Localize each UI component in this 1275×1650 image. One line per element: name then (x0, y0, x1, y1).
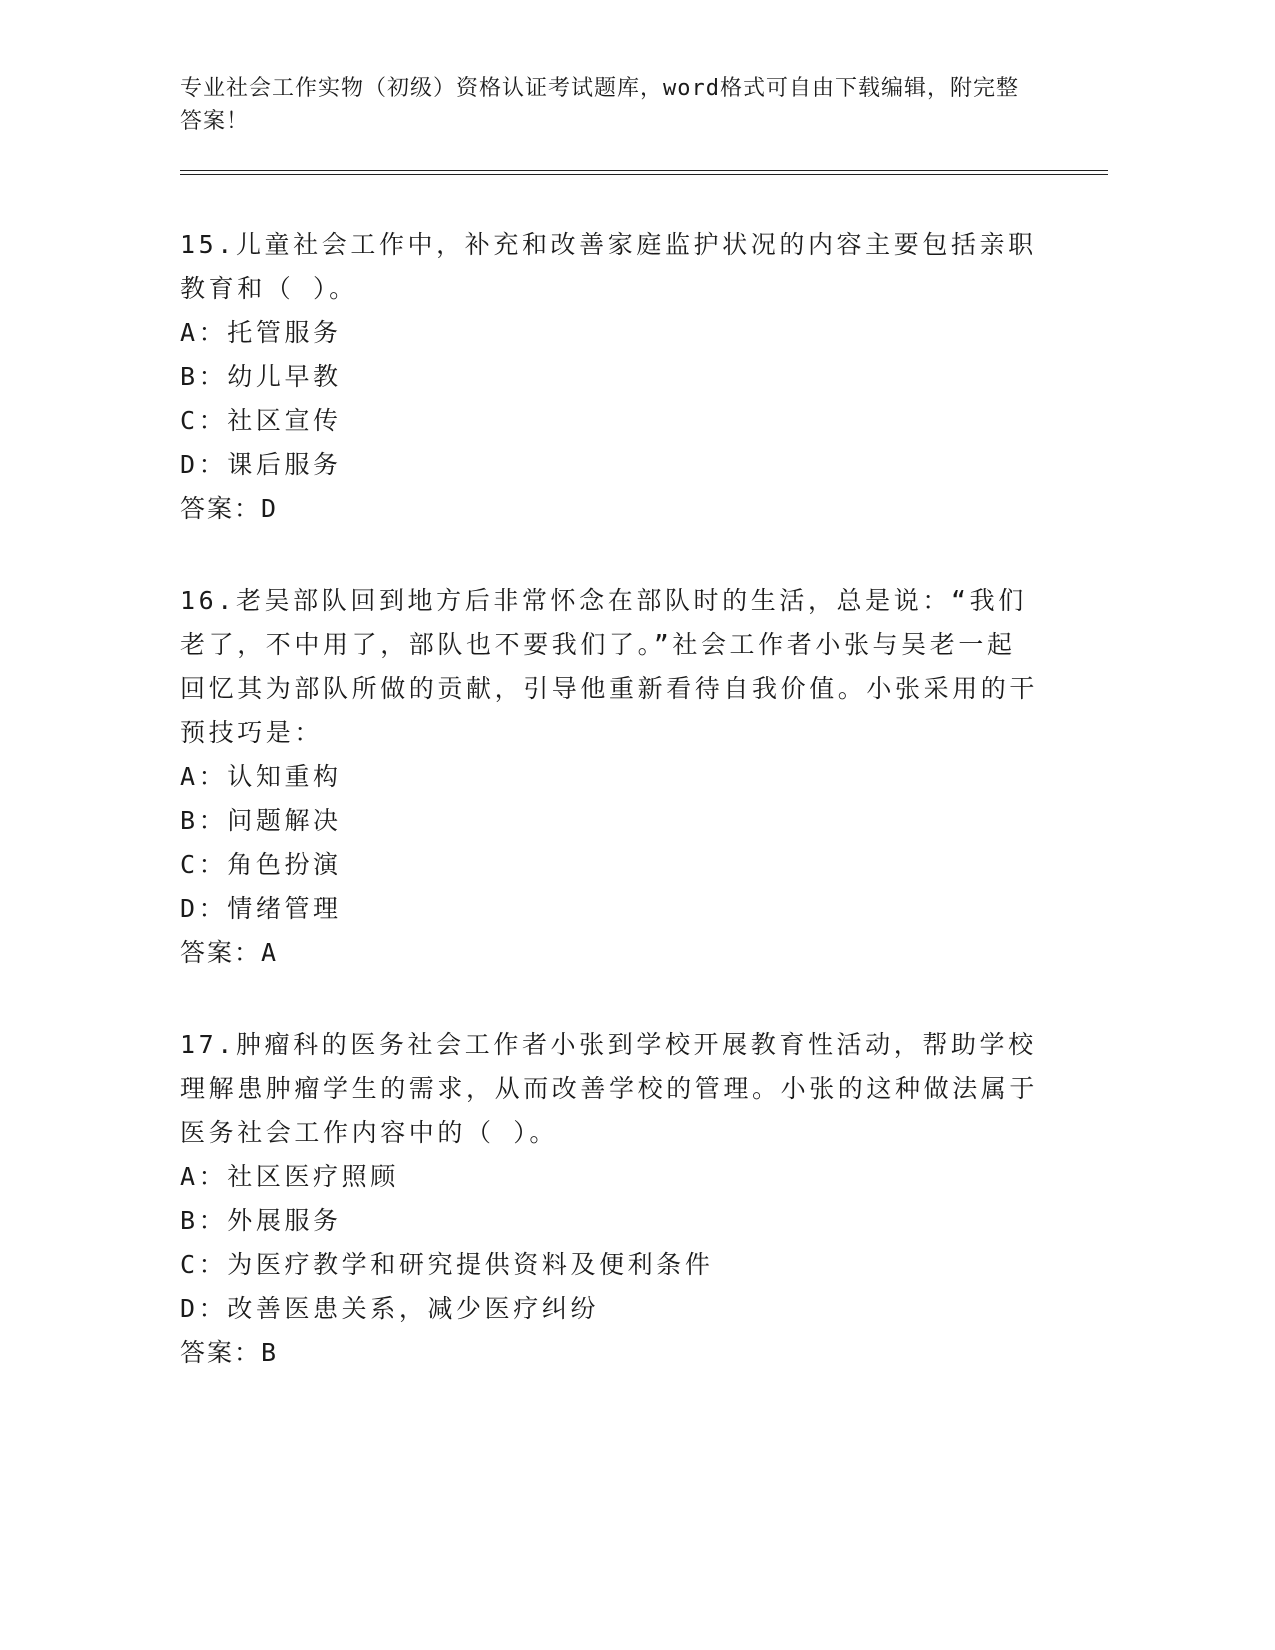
question-15 (180, 223, 1110, 531)
question-stem: 17.肿瘤科的医务社会工作者小张到学校开展教育性活动，帮助学校理解患肿瘤学生的需求，从而改善学校的管理。小张的这种做法属于医务社会工作内容中的（ ）。 (180, 1030, 1039, 1147)
document-page (180, 72, 1110, 1375)
answer-line: 答案：D (180, 494, 279, 523)
question-17 (180, 1023, 1110, 1375)
option-a: A：社区医疗照顾 (180, 1162, 399, 1191)
option-b: B：幼儿早教 (180, 362, 342, 391)
option-c: C：角色扮演 (180, 850, 342, 879)
question-stem: 16.老吴部队回到地方后非常怀念在部队时的生活，总是说：“我们老了，不中用了，部队也不要我们了。”社会工作者小张与吴老一起回忆其为部队所做的贡献，引导他重新看待自我价值。小张采用的干预技巧是： (180, 586, 1039, 747)
option-b: B：外展服务 (180, 1206, 342, 1235)
header-divider (180, 170, 1108, 175)
question-stem: 15.儿童社会工作中，补充和改善家庭监护状况的内容主要包括亲职教育和（ ）。 (180, 230, 1037, 303)
document-header: 专业社会工作实物（初级）资格认证考试题库，word格式可自由下载编辑，附完整答案！ (180, 76, 1019, 134)
option-c: C：社区宣传 (180, 406, 342, 435)
option-a: A：认知重构 (180, 762, 342, 791)
option-b: B：问题解决 (180, 806, 342, 835)
option-a: A：托管服务 (180, 318, 342, 347)
option-c: C：为医疗教学和研究提供资料及便利条件 (180, 1250, 714, 1279)
option-d: D：课后服务 (180, 450, 342, 479)
option-d: D：改善医患关系，减少医疗纠纷 (180, 1294, 600, 1323)
answer-line: 答案：A (180, 938, 279, 967)
question-16 (180, 579, 1110, 975)
answer-line: 答案：B (180, 1338, 279, 1367)
option-d: D：情绪管理 (180, 894, 342, 923)
